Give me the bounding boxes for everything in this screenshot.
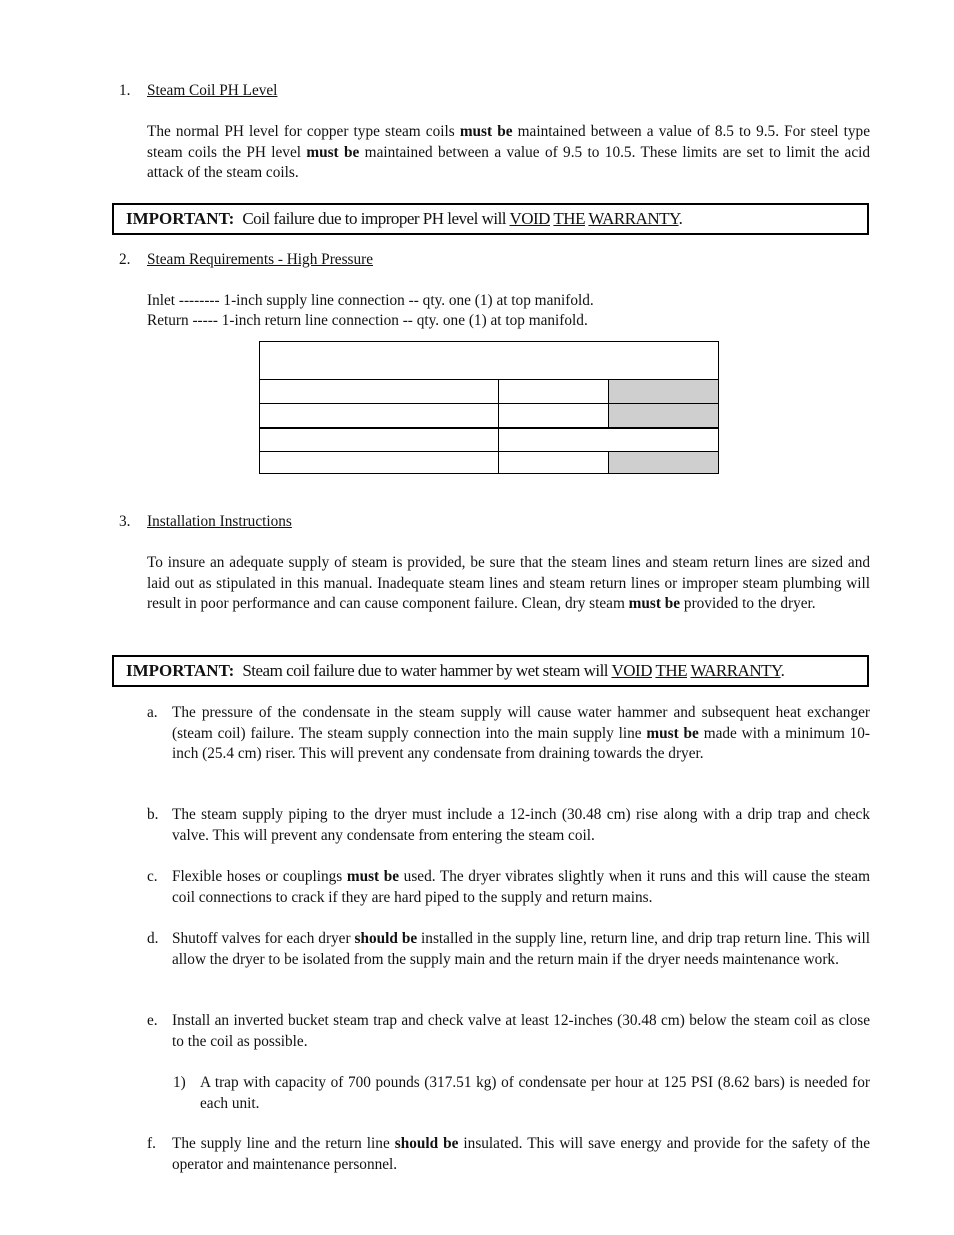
item-a-text: The pressure of the condensate in the steam supply will cause water hammer and subsequent heat exchanger (steam coil) failure. The steam supply connection into the main supply line must be made with a minimum 10-inch (25.4 cm) riser. This will prevent any condensate from draining towards the dryer. <box>172 704 871 763</box>
table-shaded-cell <box>609 404 718 427</box>
item-d-label: d. <box>147 930 159 947</box>
return-line: Return ----- 1-inch return line connection -- qty. one (1) at top manifold. <box>147 312 588 329</box>
item-e-label: e. <box>147 1012 158 1029</box>
section-2-heading: Steam Requirements - High Pressure <box>147 251 374 268</box>
inlet-line: Inlet -------- 1-inch supply line connection -- qty. one (1) at top manifold. <box>147 292 594 309</box>
section-3-number: 3. <box>119 513 131 530</box>
item-f-label: f. <box>147 1135 156 1152</box>
item-e1-text: A trap with capacity of 700 pounds (317.51 kg) of condensate per hour at 125 PSI (8.62 bars) is needed for each unit. <box>200 1074 870 1112</box>
item-b-text: The steam supply piping to the dryer must include a 12-inch (30.48 cm) rise along with a drip trap and check valve. This will prevent any condensate from entering the steam coil. <box>172 806 870 844</box>
section-3-heading: Installation Instructions <box>147 513 292 530</box>
item-f-text: The supply line and the return line should be insulated. This will save energy and provide for the safety of the operator and maintenance personnel. <box>172 1135 870 1173</box>
item-e-text: Install an inverted bucket steam trap and check valve at least 12-inches (30.48 cm) below the steam coil as close to the coil as possible. <box>172 1012 870 1050</box>
item-b-label: b. <box>147 806 159 823</box>
section-1-paragraph: The normal PH level for copper type steam coils must be maintained between a value of 8.5 to 9.5. For steel type steam coils the PH level must be maintained between a value of 9.5 to 10.5. These limits are set to limit the acid attack of the steam coils. <box>147 123 871 182</box>
table-shaded-cell <box>609 380 718 403</box>
important-notice-water-hammer: IMPORTANT: Steam coil failure due to water hammer by wet steam will VOID THE WARRANTY. <box>112 655 869 687</box>
table-rule <box>498 379 499 473</box>
table-rule <box>260 379 718 380</box>
table-rule <box>608 451 609 473</box>
steam-requirements-table <box>259 341 719 474</box>
table-shaded-cell <box>609 452 718 473</box>
section-1-heading: Steam Coil PH Level <box>147 82 278 99</box>
section-3-paragraph: To insure an adequate supply of steam is provided, be sure that the steam lines and steam return lines are sized and laid out as stipulated in this manual. Inadequate steam lines and steam return lines or improper steam plumbing will result in poor performance and can cause component failure. Clean, dry steam must be provided to the dryer. <box>147 554 870 613</box>
table-rule <box>260 451 718 452</box>
item-e1-label: 1) <box>173 1074 186 1091</box>
table-rule <box>260 403 718 404</box>
table-rule <box>260 427 718 429</box>
item-c-label: c. <box>147 868 158 885</box>
item-c-text: Flexible hoses or couplings must be used. The dryer vibrates slightly when it runs and this will cause the steam coil connections to crack if they are hard piped to the supply and return mains. <box>172 868 870 906</box>
item-a-label: a. <box>147 704 158 721</box>
section-1-number: 1. <box>119 82 131 99</box>
section-2-number: 2. <box>119 251 131 268</box>
important-notice-ph: IMPORTANT: Coil failure due to improper PH level will VOID THE WARRANTY. <box>112 203 869 235</box>
item-d-text: Shutoff valves for each dryer should be installed in the supply line, return line, and drip trap return line. This will allow the dryer to be isolated from the supply main and the return main if the dryer needs maintenance work. <box>172 930 870 968</box>
table-rule <box>608 379 609 427</box>
